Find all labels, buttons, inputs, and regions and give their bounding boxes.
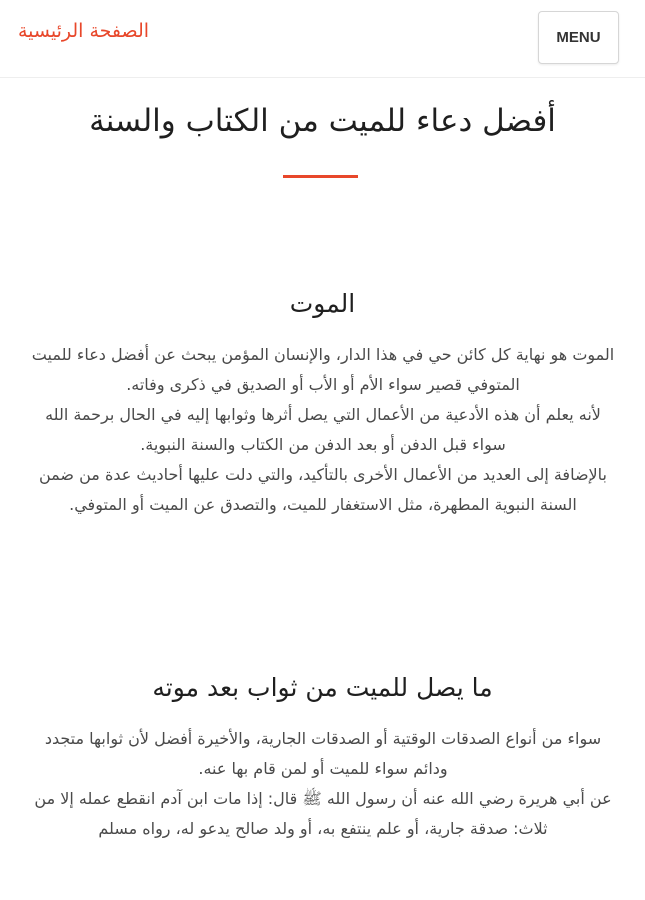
section-heading-reward: ما يصل للميت من ثواب بعد موته (152, 673, 493, 702)
section-body-death (26, 340, 620, 520)
section-heading-death: الموت (289, 289, 356, 318)
paragraph: بالإضافة إلى العديد من الأعمال الأخرى بالتأكيد، والتي دلت عليها أحاديث عدة من ضمن السنة النبوية المطهرة، مثل الاستغفار للميت، والتصدق عن الميت أو المتوفي. (39, 465, 607, 514)
paragraph: سواء من أنواع الصدقات الوقتية أو الصدقات الجارية، والأخيرة أفضل لأن ثوابها متجدد ودائم سواء للميت أو لمن قام بها عنه. (44, 729, 602, 778)
paragraph: الموت هو نهاية كل كائن حي في هذا الدار، والإنسان المؤمن يبحث عن أفضل دعاء للميت المتوفي قصير سواء الأم أو الأب أو الصديق في ذكرى وفاته. (31, 345, 615, 394)
menu-button[interactable]: MENU (538, 11, 619, 64)
site-header (0, 0, 645, 78)
page-title: أفضل دعاء للميت من الكتاب والسنة (89, 103, 556, 139)
section-body-reward (26, 724, 620, 844)
paragraph: لأنه يعلم أن هذه الأدعية من الأعمال التي يصل أثرها وثوابها إليه في الحال برحمة الله سواء قبل الدفن أو بعد الدفن من الكتاب والسنة النبوية. (45, 405, 601, 454)
title-underline (283, 175, 358, 178)
home-link[interactable]: الصفحة الرئيسية (18, 20, 150, 42)
paragraph: عن أبي هريرة رضي الله عنه أن رسول الله ﷺ قال: إذا مات ابن آدم انقطع عمله إلا من ثلاث: صدقة جارية، أو علم ينتفع به، أو ولد صالح يدعو له، رواه مسلم (34, 789, 612, 838)
